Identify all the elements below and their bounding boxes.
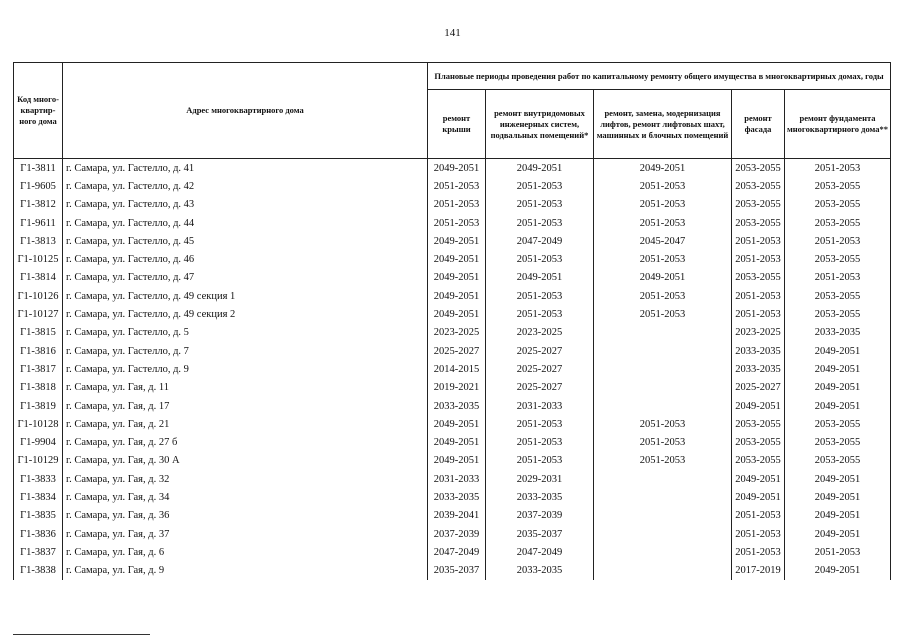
- cell-foundation: 2049-2051: [785, 562, 891, 580]
- cell-elevators: 2051-2053: [594, 433, 732, 451]
- cell-elevators: [594, 543, 732, 561]
- cell-address: г. Самара, ул. Гая, д. 9: [63, 562, 428, 580]
- cell-systems: 2047-2049: [486, 543, 594, 561]
- cell-elevators: 2051-2053: [594, 287, 732, 305]
- cell-foundation: 2051-2053: [785, 543, 891, 561]
- cell-systems: 2023-2025: [486, 324, 594, 342]
- cell-code: Г1-3817: [14, 360, 63, 378]
- table-row: [14, 562, 891, 580]
- cell-roof: 2049-2051: [428, 433, 486, 451]
- table-row: [14, 433, 891, 451]
- table-row: [14, 360, 891, 378]
- cell-foundation: 2053-2055: [785, 287, 891, 305]
- cell-elevators: [594, 360, 732, 378]
- cell-roof: 2049-2051: [428, 232, 486, 250]
- cell-facade: 2051-2053: [732, 525, 785, 543]
- cell-systems: 2049-2051: [486, 269, 594, 287]
- cell-foundation: 2049-2051: [785, 360, 891, 378]
- cell-elevators: [594, 379, 732, 397]
- cell-systems: 2051-2053: [486, 196, 594, 214]
- cell-facade: 2051-2053: [732, 507, 785, 525]
- cell-systems: 2051-2053: [486, 433, 594, 451]
- table-row: [14, 379, 891, 397]
- cell-elevators: 2051-2053: [594, 196, 732, 214]
- table-row: [14, 214, 891, 232]
- header-elevators: ремонт, замена, модернизация лифтов, ремонт лифтовых шахт, машинных и блочных помещений: [594, 90, 732, 159]
- cell-foundation: 2053-2055: [785, 177, 891, 195]
- cell-address: г. Самара, ул. Гастелло, д. 49 секция 1: [63, 287, 428, 305]
- cell-address: г. Самара, ул. Гастелло, д. 45: [63, 232, 428, 250]
- table-row: [14, 397, 891, 415]
- cell-facade: 2049-2051: [732, 488, 785, 506]
- cell-facade: 2053-2055: [732, 415, 785, 433]
- cell-code: Г1-3812: [14, 196, 63, 214]
- cell-address: г. Самара, ул. Гая, д. 27 б: [63, 433, 428, 451]
- cell-address: г. Самара, ул. Гая, д. 6: [63, 543, 428, 561]
- table-row: [14, 470, 891, 488]
- cell-systems: 2051-2053: [486, 452, 594, 470]
- cell-systems: 2051-2053: [486, 305, 594, 323]
- header-facade: ремонт фасада: [732, 90, 785, 159]
- cell-code: Г1-3837: [14, 543, 63, 561]
- cell-facade: 2053-2055: [732, 433, 785, 451]
- cell-address: г. Самара, ул. Гастелло, д. 47: [63, 269, 428, 287]
- cell-roof: 2025-2027: [428, 342, 486, 360]
- cell-facade: 2051-2053: [732, 287, 785, 305]
- cell-systems: 2051-2053: [486, 250, 594, 268]
- cell-roof: 2049-2051: [428, 305, 486, 323]
- cell-address: г. Самара, ул. Гастелло, д. 7: [63, 342, 428, 360]
- cell-facade: 2025-2027: [732, 379, 785, 397]
- header-systems: ремонт внутридомовых инженерных систем, подвальных помещений*: [486, 90, 594, 159]
- cell-foundation: 2049-2051: [785, 342, 891, 360]
- cell-foundation: 2049-2051: [785, 525, 891, 543]
- cell-systems: 2047-2049: [486, 232, 594, 250]
- cell-foundation: 2051-2053: [785, 232, 891, 250]
- cell-code: Г1-3838: [14, 562, 63, 580]
- cell-foundation: 2053-2055: [785, 433, 891, 451]
- cell-address: г. Самара, ул. Гастелло, д. 41: [63, 159, 428, 178]
- table-row: [14, 324, 891, 342]
- table-row: [14, 177, 891, 195]
- cell-code: Г1-3836: [14, 525, 63, 543]
- cell-elevators: 2049-2051: [594, 159, 732, 178]
- cell-elevators: [594, 525, 732, 543]
- cell-code: Г1-3811: [14, 159, 63, 178]
- cell-elevators: 2045-2047: [594, 232, 732, 250]
- cell-address: г. Самара, ул. Гая, д. 30 А: [63, 452, 428, 470]
- cell-facade: 2053-2055: [732, 214, 785, 232]
- cell-code: Г1-3818: [14, 379, 63, 397]
- cell-systems: 2025-2027: [486, 379, 594, 397]
- cell-foundation: 2049-2051: [785, 470, 891, 488]
- cell-systems: 2051-2053: [486, 415, 594, 433]
- cell-foundation: 2053-2055: [785, 196, 891, 214]
- table-row: [14, 232, 891, 250]
- cell-foundation: 2049-2051: [785, 488, 891, 506]
- cell-address: г. Самара, ул. Гая, д. 21: [63, 415, 428, 433]
- cell-code: Г1-3814: [14, 269, 63, 287]
- cell-code: Г1-10125: [14, 250, 63, 268]
- cell-facade: 2049-2051: [732, 470, 785, 488]
- cell-roof: 2023-2025: [428, 324, 486, 342]
- cell-elevators: 2051-2053: [594, 214, 732, 232]
- cell-address: г. Самара, ул. Гая, д. 11: [63, 379, 428, 397]
- cell-code: Г1-3813: [14, 232, 63, 250]
- cell-code: Г1-3834: [14, 488, 63, 506]
- cell-elevators: 2049-2051: [594, 269, 732, 287]
- cell-roof: 2049-2051: [428, 159, 486, 178]
- cell-code: Г1-3819: [14, 397, 63, 415]
- cell-roof: 2049-2051: [428, 452, 486, 470]
- cell-elevators: [594, 488, 732, 506]
- cell-address: г. Самара, ул. Гая, д. 36: [63, 507, 428, 525]
- cell-address: г. Самара, ул. Гастелло, д. 49 секция 2: [63, 305, 428, 323]
- table-row: [14, 250, 891, 268]
- table-row: [14, 287, 891, 305]
- cell-code: Г1-9904: [14, 433, 63, 451]
- cell-systems: 2051-2053: [486, 287, 594, 305]
- cell-elevators: [594, 342, 732, 360]
- cell-foundation: 2053-2055: [785, 214, 891, 232]
- cell-address: г. Самара, ул. Гая, д. 17: [63, 397, 428, 415]
- cell-code: Г1-9611: [14, 214, 63, 232]
- cell-code: Г1-3815: [14, 324, 63, 342]
- cell-foundation: 2053-2055: [785, 415, 891, 433]
- header-periods-group: Плановые периоды проведения работ по капитальному ремонту общего имущества в многоквартирных домах, годы: [428, 63, 891, 90]
- cell-foundation: 2049-2051: [785, 397, 891, 415]
- cell-code: Г1-3835: [14, 507, 63, 525]
- cell-systems: 2049-2051: [486, 159, 594, 178]
- cell-elevators: 2051-2053: [594, 452, 732, 470]
- cell-roof: 2031-2033: [428, 470, 486, 488]
- cell-roof: 2051-2053: [428, 177, 486, 195]
- cell-foundation: 2049-2051: [785, 379, 891, 397]
- table-row: [14, 342, 891, 360]
- cell-elevators: 2051-2053: [594, 415, 732, 433]
- cell-foundation: 2053-2055: [785, 305, 891, 323]
- cell-facade: 2051-2053: [732, 232, 785, 250]
- cell-systems: 2051-2053: [486, 214, 594, 232]
- page-number: 141: [444, 27, 461, 39]
- cell-facade: 2053-2055: [732, 452, 785, 470]
- cell-facade: 2023-2025: [732, 324, 785, 342]
- table-row: [14, 507, 891, 525]
- cell-roof: 2047-2049: [428, 543, 486, 561]
- cell-code: Г1-3816: [14, 342, 63, 360]
- cell-facade: 2017-2019: [732, 562, 785, 580]
- footnote-divider: [13, 634, 150, 635]
- cell-roof: 2037-2039: [428, 525, 486, 543]
- cell-roof: 2019-2021: [428, 379, 486, 397]
- cell-roof: 2051-2053: [428, 196, 486, 214]
- cell-code: Г1-9605: [14, 177, 63, 195]
- cell-roof: 2033-2035: [428, 397, 486, 415]
- header-address: Адрес многоквартирного дома: [63, 63, 428, 159]
- cell-code: Г1-10127: [14, 305, 63, 323]
- cell-foundation: 2033-2035: [785, 324, 891, 342]
- cell-roof: 2039-2041: [428, 507, 486, 525]
- cell-systems: 2025-2027: [486, 342, 594, 360]
- cell-roof: 2049-2051: [428, 250, 486, 268]
- cell-roof: 2049-2051: [428, 287, 486, 305]
- table-row: [14, 159, 891, 178]
- cell-address: г. Самара, ул. Гастелло, д. 9: [63, 360, 428, 378]
- cell-systems: 2035-2037: [486, 525, 594, 543]
- cell-elevators: [594, 562, 732, 580]
- table-row: [14, 196, 891, 214]
- cell-facade: 2053-2055: [732, 159, 785, 178]
- cell-foundation: 2051-2053: [785, 159, 891, 178]
- cell-facade: 2051-2053: [732, 543, 785, 561]
- table-row: [14, 543, 891, 561]
- cell-code: Г1-10129: [14, 452, 63, 470]
- cell-foundation: 2053-2055: [785, 250, 891, 268]
- cell-foundation: 2053-2055: [785, 452, 891, 470]
- table-row: [14, 452, 891, 470]
- cell-address: г. Самара, ул. Гая, д. 32: [63, 470, 428, 488]
- cell-facade: 2053-2055: [732, 177, 785, 195]
- table-row: [14, 269, 891, 287]
- header-code: Код много-квартир-ного дома: [14, 63, 63, 159]
- cell-systems: 2025-2027: [486, 360, 594, 378]
- cell-elevators: [594, 324, 732, 342]
- cell-roof: 2033-2035: [428, 488, 486, 506]
- cell-address: г. Самара, ул. Гастелло, д. 46: [63, 250, 428, 268]
- cell-roof: 2051-2053: [428, 214, 486, 232]
- header-foundation: ремонт фундамента многоквартирного дома**: [785, 90, 891, 159]
- cell-address: г. Самара, ул. Гастелло, д. 42: [63, 177, 428, 195]
- cell-systems: 2029-2031: [486, 470, 594, 488]
- cell-code: Г1-10128: [14, 415, 63, 433]
- cell-address: г. Самара, ул. Гая, д. 37: [63, 525, 428, 543]
- cell-elevators: [594, 470, 732, 488]
- cell-facade: 2053-2055: [732, 269, 785, 287]
- table-row: [14, 415, 891, 433]
- cell-address: г. Самара, ул. Гастелло, д. 5: [63, 324, 428, 342]
- cell-facade: 2033-2035: [732, 342, 785, 360]
- cell-address: г. Самара, ул. Гастелло, д. 44: [63, 214, 428, 232]
- header-roof: ремонт крыши: [428, 90, 486, 159]
- cell-systems: 2031-2033: [486, 397, 594, 415]
- cell-roof: 2014-2015: [428, 360, 486, 378]
- cell-facade: 2033-2035: [732, 360, 785, 378]
- cell-facade: 2049-2051: [732, 397, 785, 415]
- table-row: [14, 488, 891, 506]
- cell-elevators: [594, 397, 732, 415]
- cell-foundation: 2051-2053: [785, 269, 891, 287]
- cell-elevators: 2051-2053: [594, 305, 732, 323]
- cell-code: Г1-10126: [14, 287, 63, 305]
- repair-schedule-table: [13, 62, 891, 580]
- cell-facade: 2053-2055: [732, 196, 785, 214]
- cell-systems: 2033-2035: [486, 562, 594, 580]
- cell-elevators: 2051-2053: [594, 177, 732, 195]
- cell-systems: 2037-2039: [486, 507, 594, 525]
- cell-systems: 2033-2035: [486, 488, 594, 506]
- cell-address: г. Самара, ул. Гастелло, д. 43: [63, 196, 428, 214]
- table-body: [14, 159, 891, 580]
- cell-roof: 2049-2051: [428, 415, 486, 433]
- cell-elevators: [594, 507, 732, 525]
- cell-facade: 2051-2053: [732, 305, 785, 323]
- cell-roof: 2049-2051: [428, 269, 486, 287]
- cell-foundation: 2049-2051: [785, 507, 891, 525]
- table-row: [14, 305, 891, 323]
- cell-systems: 2051-2053: [486, 177, 594, 195]
- cell-elevators: 2051-2053: [594, 250, 732, 268]
- cell-facade: 2051-2053: [732, 250, 785, 268]
- cell-address: г. Самара, ул. Гая, д. 34: [63, 488, 428, 506]
- table-row: [14, 525, 891, 543]
- cell-code: Г1-3833: [14, 470, 63, 488]
- cell-roof: 2035-2037: [428, 562, 486, 580]
